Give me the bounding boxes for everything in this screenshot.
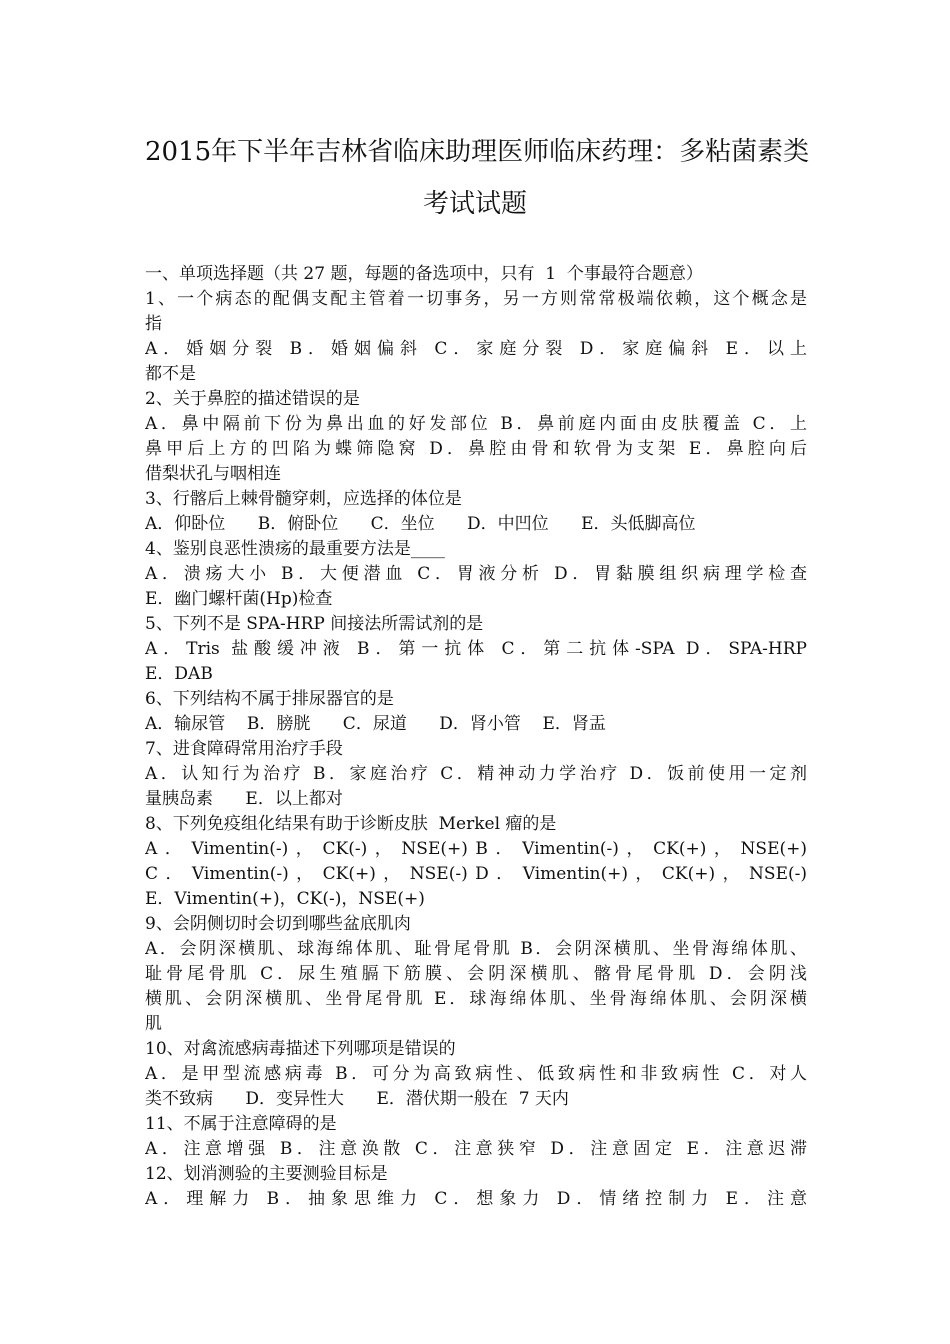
text-line: 类不致病 D．变异性大 E．潜伏期一般在 7 天内 — [145, 1089, 569, 1109]
text-line: E．Vimentin(+)，CK(-)，NSE(+) — [145, 889, 425, 909]
text-line: 7、进食障碍常用治疗手段 — [145, 739, 343, 759]
text-line: E．幽门螺杆菌(Hp)检查 — [145, 589, 333, 609]
text-line: 借梨状孔与咽相连 — [145, 464, 281, 484]
text-line: 12、划消测验的主要测验目标是 — [145, 1164, 388, 1184]
text-line: 1、一个病态的配偶支配主管着一切事务，另一方则常常极端依赖，这个概念是 — [145, 289, 807, 309]
text-line: A．注意增强 B．注意涣散 C．注意狭窄 D．注意固定 E．注意迟滞 — [145, 1139, 807, 1159]
text-line: 横肌、会阴深横肌、坐骨尾骨肌 E．球海绵体肌、坐骨海绵体肌、会阴深横 — [145, 989, 807, 1009]
text-line: A．婚姻分裂 B．婚姻偏斜 C．家庭分裂 D．家庭偏斜 E．以上 — [145, 339, 807, 359]
text-line: 8、下列免疫组化结果有助于诊断皮肤 Merkel 瘤的是 — [145, 814, 557, 834]
text-line: 2、关于鼻腔的描述错误的是 — [145, 389, 360, 409]
text-line: 量胰岛素 E．以上都对 — [145, 789, 343, 809]
text-line: 鼻甲后上方的凹陷为蝶筛隐窝 D．鼻腔由骨和软骨为支架 E．鼻腔向后 — [145, 439, 807, 459]
text-line: A ． Vimentin(-) ， CK(-) ， NSE(+) B ． Vimentin(-) ， CK(+) ， NSE(+) — [145, 839, 807, 859]
text-line: A．理解力 B．抽象思维力 C．想象力 D．情绪控制力 E．注意 — [145, 1189, 807, 1209]
text-line: 耻骨尾骨肌 C．尿生殖膈下筋膜、会阴深横肌、髂骨尾骨肌 D．会阴浅 — [145, 964, 807, 984]
text-line: A．鼻中隔前下份为鼻出血的好发部位 B．鼻前庭内面由皮肤覆盖 C．上 — [145, 414, 807, 434]
text-line: 6、下列结构不属于排尿器官的是 — [145, 689, 394, 709]
document-title-line-1: 2015年下半年吉林省临床助理医师临床药理：多粘菌素类 — [145, 137, 810, 167]
text-line: 5、下列不是 SPA-HRP 间接法所需试剂的是 — [145, 614, 484, 634]
text-line: 指 — [145, 314, 162, 334]
text-line: 9、会阴侧切时会切到哪些盆底肌肉 — [145, 914, 411, 934]
text-line: A．会阴深横肌、球海绵体肌、耻骨尾骨肌 B．会阴深横肌、坐骨海绵体肌、 — [145, 939, 807, 959]
text-line: A．是甲型流感病毒 B．可分为高致病性、低致病性和非致病性 C．对人 — [145, 1064, 807, 1084]
text-line: 一、单项选择题（共 27 题，每题的备选项中，只有 1 个事最符合题意） — [145, 264, 703, 284]
text-line: 肌 — [145, 1014, 162, 1034]
text-line: A．仰卧位 B．俯卧位 C．坐位 D．中凹位 E．头低脚高位 — [145, 514, 696, 534]
text-line: A．溃疡大小 B．大便潜血 C．胃液分析 D．胃黏膜组织病理学检查 — [145, 564, 807, 584]
text-line: A．输尿管 B．膀胱 C．尿道 D．肾小管 E．肾盂 — [145, 714, 606, 734]
text-line: A．认知行为治疗 B．家庭治疗 C．精神动力学治疗 D．饭前使用一定剂 — [145, 764, 807, 784]
text-line: 10、对禽流感病毒描述下列哪项是错误的 — [145, 1039, 456, 1059]
text-line: C ． Vimentin(-) ， CK(+) ， NSE(-) D ． Vimentin(+) ， CK(+) ， NSE(-) — [145, 864, 807, 884]
text-line: 4、鉴别良恶性溃疡的最重要方法是____ — [145, 539, 445, 559]
text-line: 都不是 — [145, 364, 196, 384]
text-line: E．DAB — [145, 664, 213, 684]
text-line: 11、不属于注意障碍的是 — [145, 1114, 337, 1134]
text-line: A．Tris 盐酸缓冲液 B．第一抗体 C．第二抗体-SPA D．SPA-HRP — [145, 639, 807, 659]
text-line: 3、行髂后上棘骨髓穿刺，应选择的体位是 — [145, 489, 462, 509]
document-body — [145, 262, 807, 1212]
document-title-line-2: 考试试题 — [422, 189, 527, 219]
